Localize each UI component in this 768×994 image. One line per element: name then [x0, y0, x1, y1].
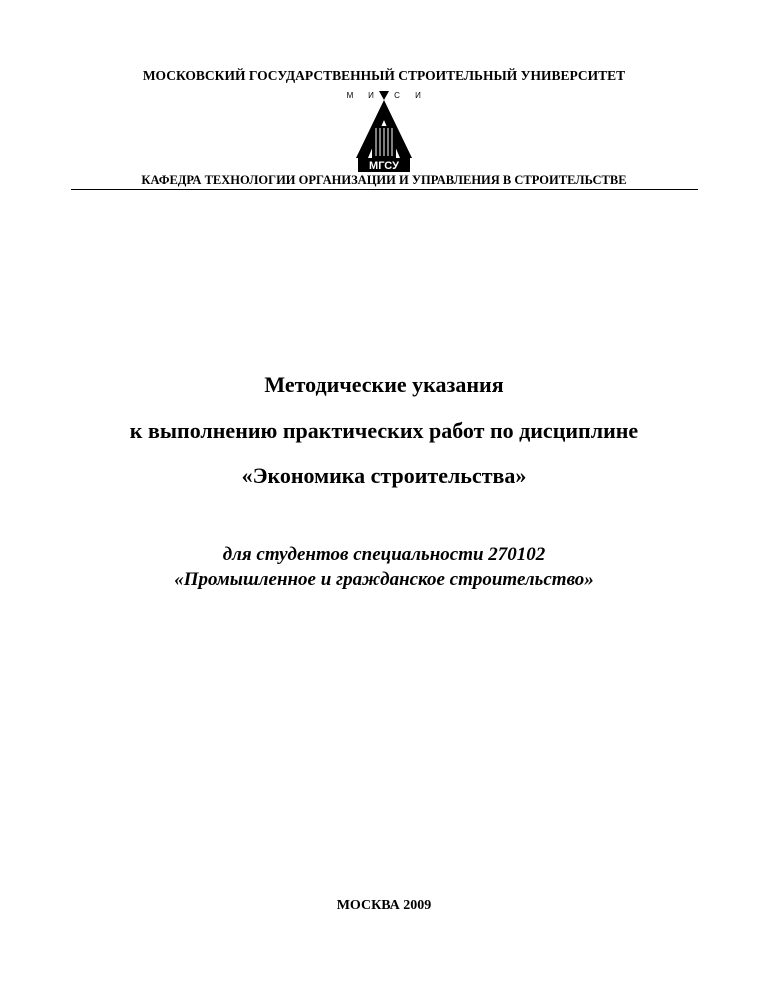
city-year: МОСКВА 2009	[336, 898, 432, 913]
logo-letter-i2: И	[415, 91, 421, 100]
logo-letter-i1: И	[368, 91, 374, 100]
logo-top-triangle	[379, 91, 389, 100]
title-line-1: Методические указания	[264, 372, 504, 397]
logo-badge-text: МГСУ	[369, 160, 399, 172]
logo-letter-m: М	[346, 91, 354, 100]
department-name: КАФЕДРА ТЕХНОЛОГИИ ОРГАНИЗАЦИИ И УПРАВЛЕНИЯ В СТРОИТЕЛЬСТВЕ	[141, 173, 627, 187]
mgsu-logo-graphic	[334, 86, 434, 176]
university-name: МОСКОВСКИЙ ГОСУДАРСТВЕННЫЙ СТРОИТЕЛЬНЫЙ УНИВЕРСИТЕТ	[142, 68, 626, 83]
title-line-2: к выполнению практических работ по дисциплине	[129, 418, 639, 443]
subtitle-line-2: «Промышленное и гражданское строительство»	[174, 569, 594, 590]
mgsu-logo	[334, 86, 434, 176]
logo-letter-s: С	[394, 91, 400, 100]
title-line-3: «Экономика строительства»	[241, 463, 527, 488]
subtitle-line-1: для студентов специальности 270102	[222, 544, 546, 565]
header-divider	[71, 189, 698, 190]
